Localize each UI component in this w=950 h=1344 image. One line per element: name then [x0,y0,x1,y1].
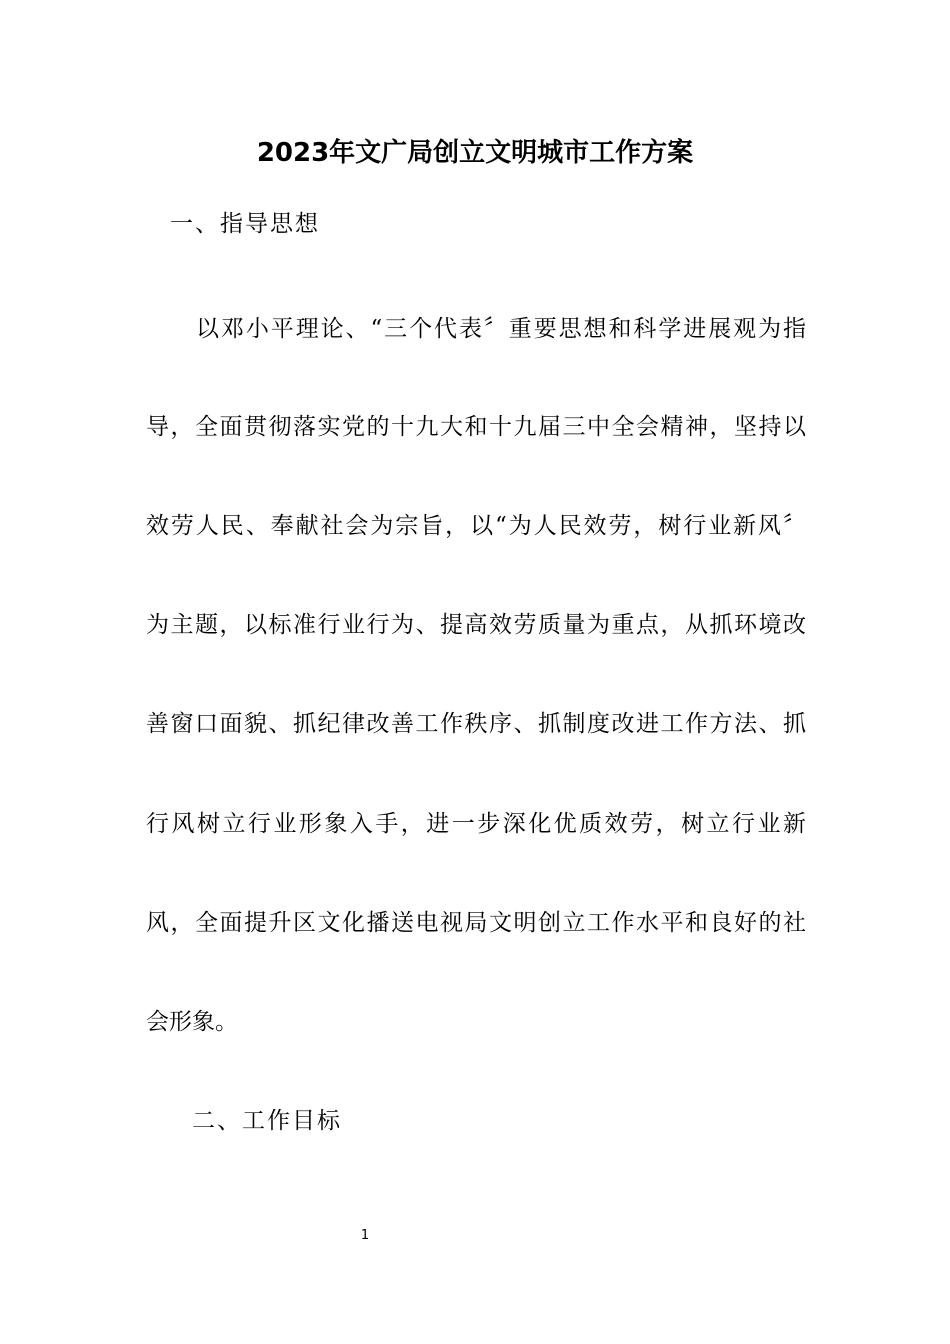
paragraph-line: 风，全面提升区文化播送电视局文明创立工作水平和良好的社 [146,910,806,936]
paragraph-line: 行风树立行业形象入手，进一步深化优质效劳，树立行业新 [146,811,806,837]
page-number: 1 [360,1228,370,1243]
document-title: 2023年文广局创立文明城市工作方案 [256,138,694,168]
section-heading-work-goals: 二、工作目标 [192,1108,342,1134]
paragraph-line: 善窗口面貌、抓纪律改善工作秩序、抓制度改进工作方法、抓 [146,711,806,737]
paragraph-line: 以邓小平理论、“三个代表〞重要思想和科学进展观为指 [196,316,806,342]
section-heading-guiding-ideology: 一、指导思想 [170,211,320,237]
paragraph-line: 为主题，以标准行业行为、提高效劳质量为重点，从抓环境改 [146,612,806,638]
paragraph-line: 效劳人民、奉献社会为宗旨，以“为人民效劳，树行业新风〞 [146,513,806,539]
paragraph-line: 导，全面贯彻落实党的十九大和十九届三中全会精神，坚持以 [146,414,806,440]
paragraph-line: 会形象。 [146,1009,238,1035]
